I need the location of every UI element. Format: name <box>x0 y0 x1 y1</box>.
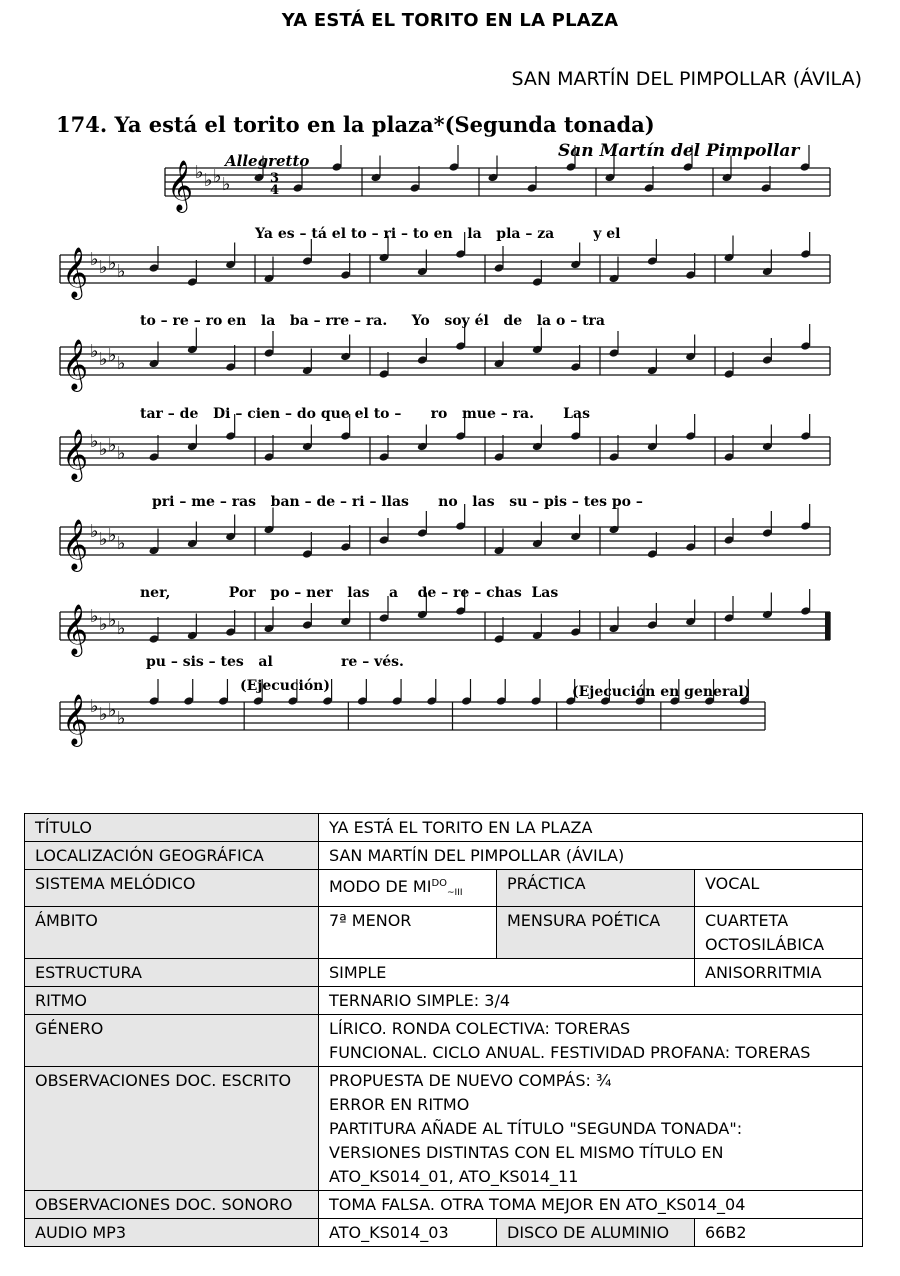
flat-icon: ♭ <box>90 341 99 362</box>
flat-icon: ♭ <box>108 435 117 456</box>
flat-icon: ♭ <box>99 529 108 550</box>
flat-icon: ♭ <box>222 174 231 195</box>
value-titulo: YA ESTÁ EL TORITO EN LA PLAZA <box>319 814 863 842</box>
place-heading: SAN MARTÍN DEL PIMPOLLAR (ÁVILA) <box>511 68 862 90</box>
label-titulo: TÍTULO <box>25 814 319 842</box>
flat-icon: ♭ <box>117 261 126 282</box>
flat-icon: ♭ <box>204 170 213 191</box>
lyric-line-2: to – re – ro en la ba – rre – ra. Yo soy él de la o – tra <box>140 313 605 329</box>
treble-clef-icon: 𝄞 <box>62 519 89 570</box>
label-ritmo: RITMO <box>25 987 319 1015</box>
lyric-line-4: pri – me – ras ban – de – ri – llas no las su – pis – tes po – <box>152 494 643 510</box>
value-disco: 66B2 <box>695 1219 863 1247</box>
table-row <box>25 1067 863 1191</box>
flat-icon: ♭ <box>117 353 126 374</box>
value-localizacion: SAN MARTÍN DEL PIMPOLLAR (ÁVILA) <box>319 842 863 870</box>
time-signature: 3 <box>270 171 280 186</box>
table-row <box>25 1219 863 1247</box>
treble-clef-icon: 𝄞 <box>167 160 194 211</box>
value-ritmo: TERNARIO SIMPLE: 3/4 <box>319 987 863 1015</box>
flat-icon: ♭ <box>195 162 204 183</box>
table-row <box>25 987 863 1015</box>
flat-icon: ♭ <box>99 257 108 278</box>
value-ambito: 7ª MENOR <box>319 907 497 959</box>
value-mensura <box>695 907 863 959</box>
value-practica: VOCAL <box>695 870 863 907</box>
label-sistema: SISTEMA MELÓDICO <box>25 870 319 907</box>
label-obs-escrito: OBSERVACIONES DOC. ESCRITO <box>25 1067 319 1191</box>
value-audio: ATO_KS014_03 <box>319 1219 497 1247</box>
document-title: YA ESTÁ EL TORITO EN LA PLAZA <box>281 10 619 31</box>
flat-icon: ♭ <box>108 345 117 366</box>
time-signature: 4 <box>270 183 280 198</box>
lyric-line-3: tar – de Di – cien – do que el to – ro mue – ra. Las <box>140 406 590 422</box>
label-ambito: ÁMBITO <box>25 907 319 959</box>
flat-icon: ♭ <box>99 349 108 370</box>
table-row <box>25 870 863 907</box>
sistema-sup: DO <box>431 878 448 889</box>
treble-clef-icon: 𝄞 <box>62 604 89 655</box>
flat-icon: ♭ <box>117 533 126 554</box>
flat-icon: ♭ <box>108 525 117 546</box>
flat-icon: ♭ <box>117 708 126 729</box>
obs-escrito-line-2: ERROR EN RITMO <box>329 1095 470 1114</box>
music-score <box>40 100 850 750</box>
flat-icon: ♭ <box>90 249 99 270</box>
mensura-line-2: OCTOSILÁBICA <box>705 935 825 954</box>
flat-icon: ♭ <box>117 618 126 639</box>
lyric-line-1: Ya es – tá el to – ri – to en la pla – za y el <box>255 226 621 242</box>
treble-clef-icon: 𝄞 <box>62 694 89 745</box>
obs-escrito-line-1: PROPUESTA DE NUEVO COMPÁS: ¾ <box>329 1071 612 1090</box>
table-row <box>25 959 863 987</box>
flat-icon: ♭ <box>99 614 108 635</box>
score-heading: 174. Ya está el torito en la plaza*(Segunda tonada) <box>56 112 655 137</box>
flat-icon: ♭ <box>90 606 99 627</box>
genero-line-2: FUNCIONAL. CICLO ANUAL. FESTIVIDAD PROFANA: TORERAS <box>329 1043 811 1062</box>
table-row <box>25 814 863 842</box>
label-estructura: ESTRUCTURA <box>25 959 319 987</box>
mensura-line-1: CUARTETA <box>705 911 789 930</box>
table-row <box>25 1015 863 1067</box>
value-anisorritmia: ANISORRITMIA <box>695 959 863 987</box>
obs-escrito-line-5: ATO_KS014_01, ATO_KS014_11 <box>329 1167 579 1186</box>
table-row <box>25 907 863 959</box>
label-localizacion: LOCALIZACIÓN GEOGRÁFICA <box>25 842 319 870</box>
sistema-value-text: MODO DE MI <box>329 877 432 896</box>
sistema-sub: ~III <box>447 888 463 898</box>
value-estructura: SIMPLE <box>319 959 695 987</box>
flat-icon: ♭ <box>90 431 99 452</box>
flat-icon: ♭ <box>108 610 117 631</box>
treble-clef-icon: 𝄞 <box>62 247 89 298</box>
obs-escrito-line-4: VERSIONES DISTINTAS CON EL MISMO TÍTULO EN <box>329 1143 724 1162</box>
value-obs-sonoro: TOMA FALSA. OTRA TOMA MEJOR EN ATO_KS014_04 <box>319 1191 863 1219</box>
flat-icon: ♭ <box>99 704 108 725</box>
label-practica: PRÁCTICA <box>497 870 695 907</box>
label-obs-sonoro: OBSERVACIONES DOC. SONORO <box>25 1191 319 1219</box>
value-genero <box>319 1015 863 1067</box>
flat-icon: ♭ <box>213 166 222 187</box>
lyric-line-5: ner, Por po – ner las a de – re – chas Las <box>140 585 559 601</box>
annotation-ejecucion: (Ejecución) <box>240 678 330 694</box>
treble-clef-icon: 𝄞 <box>62 429 89 480</box>
treble-clef-icon: 𝄞 <box>62 339 89 390</box>
value-sistema <box>319 870 497 907</box>
genero-line-1: LÍRICO. RONDA COLECTIVA: TORERAS <box>329 1019 631 1038</box>
value-obs-escrito <box>319 1067 863 1191</box>
tempo-marking: Allegretto <box>225 152 310 170</box>
flat-icon: ♭ <box>99 439 108 460</box>
score-location: San Martín del Pimpollar <box>558 141 800 161</box>
label-genero: GÉNERO <box>25 1015 319 1067</box>
table-row <box>25 1191 863 1219</box>
flat-icon: ♭ <box>108 253 117 274</box>
flat-icon: ♭ <box>117 443 126 464</box>
flat-icon: ♭ <box>90 521 99 542</box>
label-audio: AUDIO MP3 <box>25 1219 319 1247</box>
label-disco: DISCO DE ALUMINIO <box>497 1219 695 1247</box>
table-row <box>25 842 863 870</box>
metadata-table <box>24 813 863 1247</box>
flat-icon: ♭ <box>90 696 99 717</box>
obs-escrito-line-3: PARTITURA AÑADE AL TÍTULO "SEGUNDA TONADA": <box>329 1119 743 1138</box>
lyric-line-6: pu – sis – tes al re – vés. <box>146 654 404 670</box>
final-barline <box>825 612 830 640</box>
label-mensura: MENSURA POÉTICA <box>497 907 695 959</box>
flat-icon: ♭ <box>108 700 117 721</box>
annotation-ejecucion-general: (Ejecución en general) <box>572 684 751 700</box>
